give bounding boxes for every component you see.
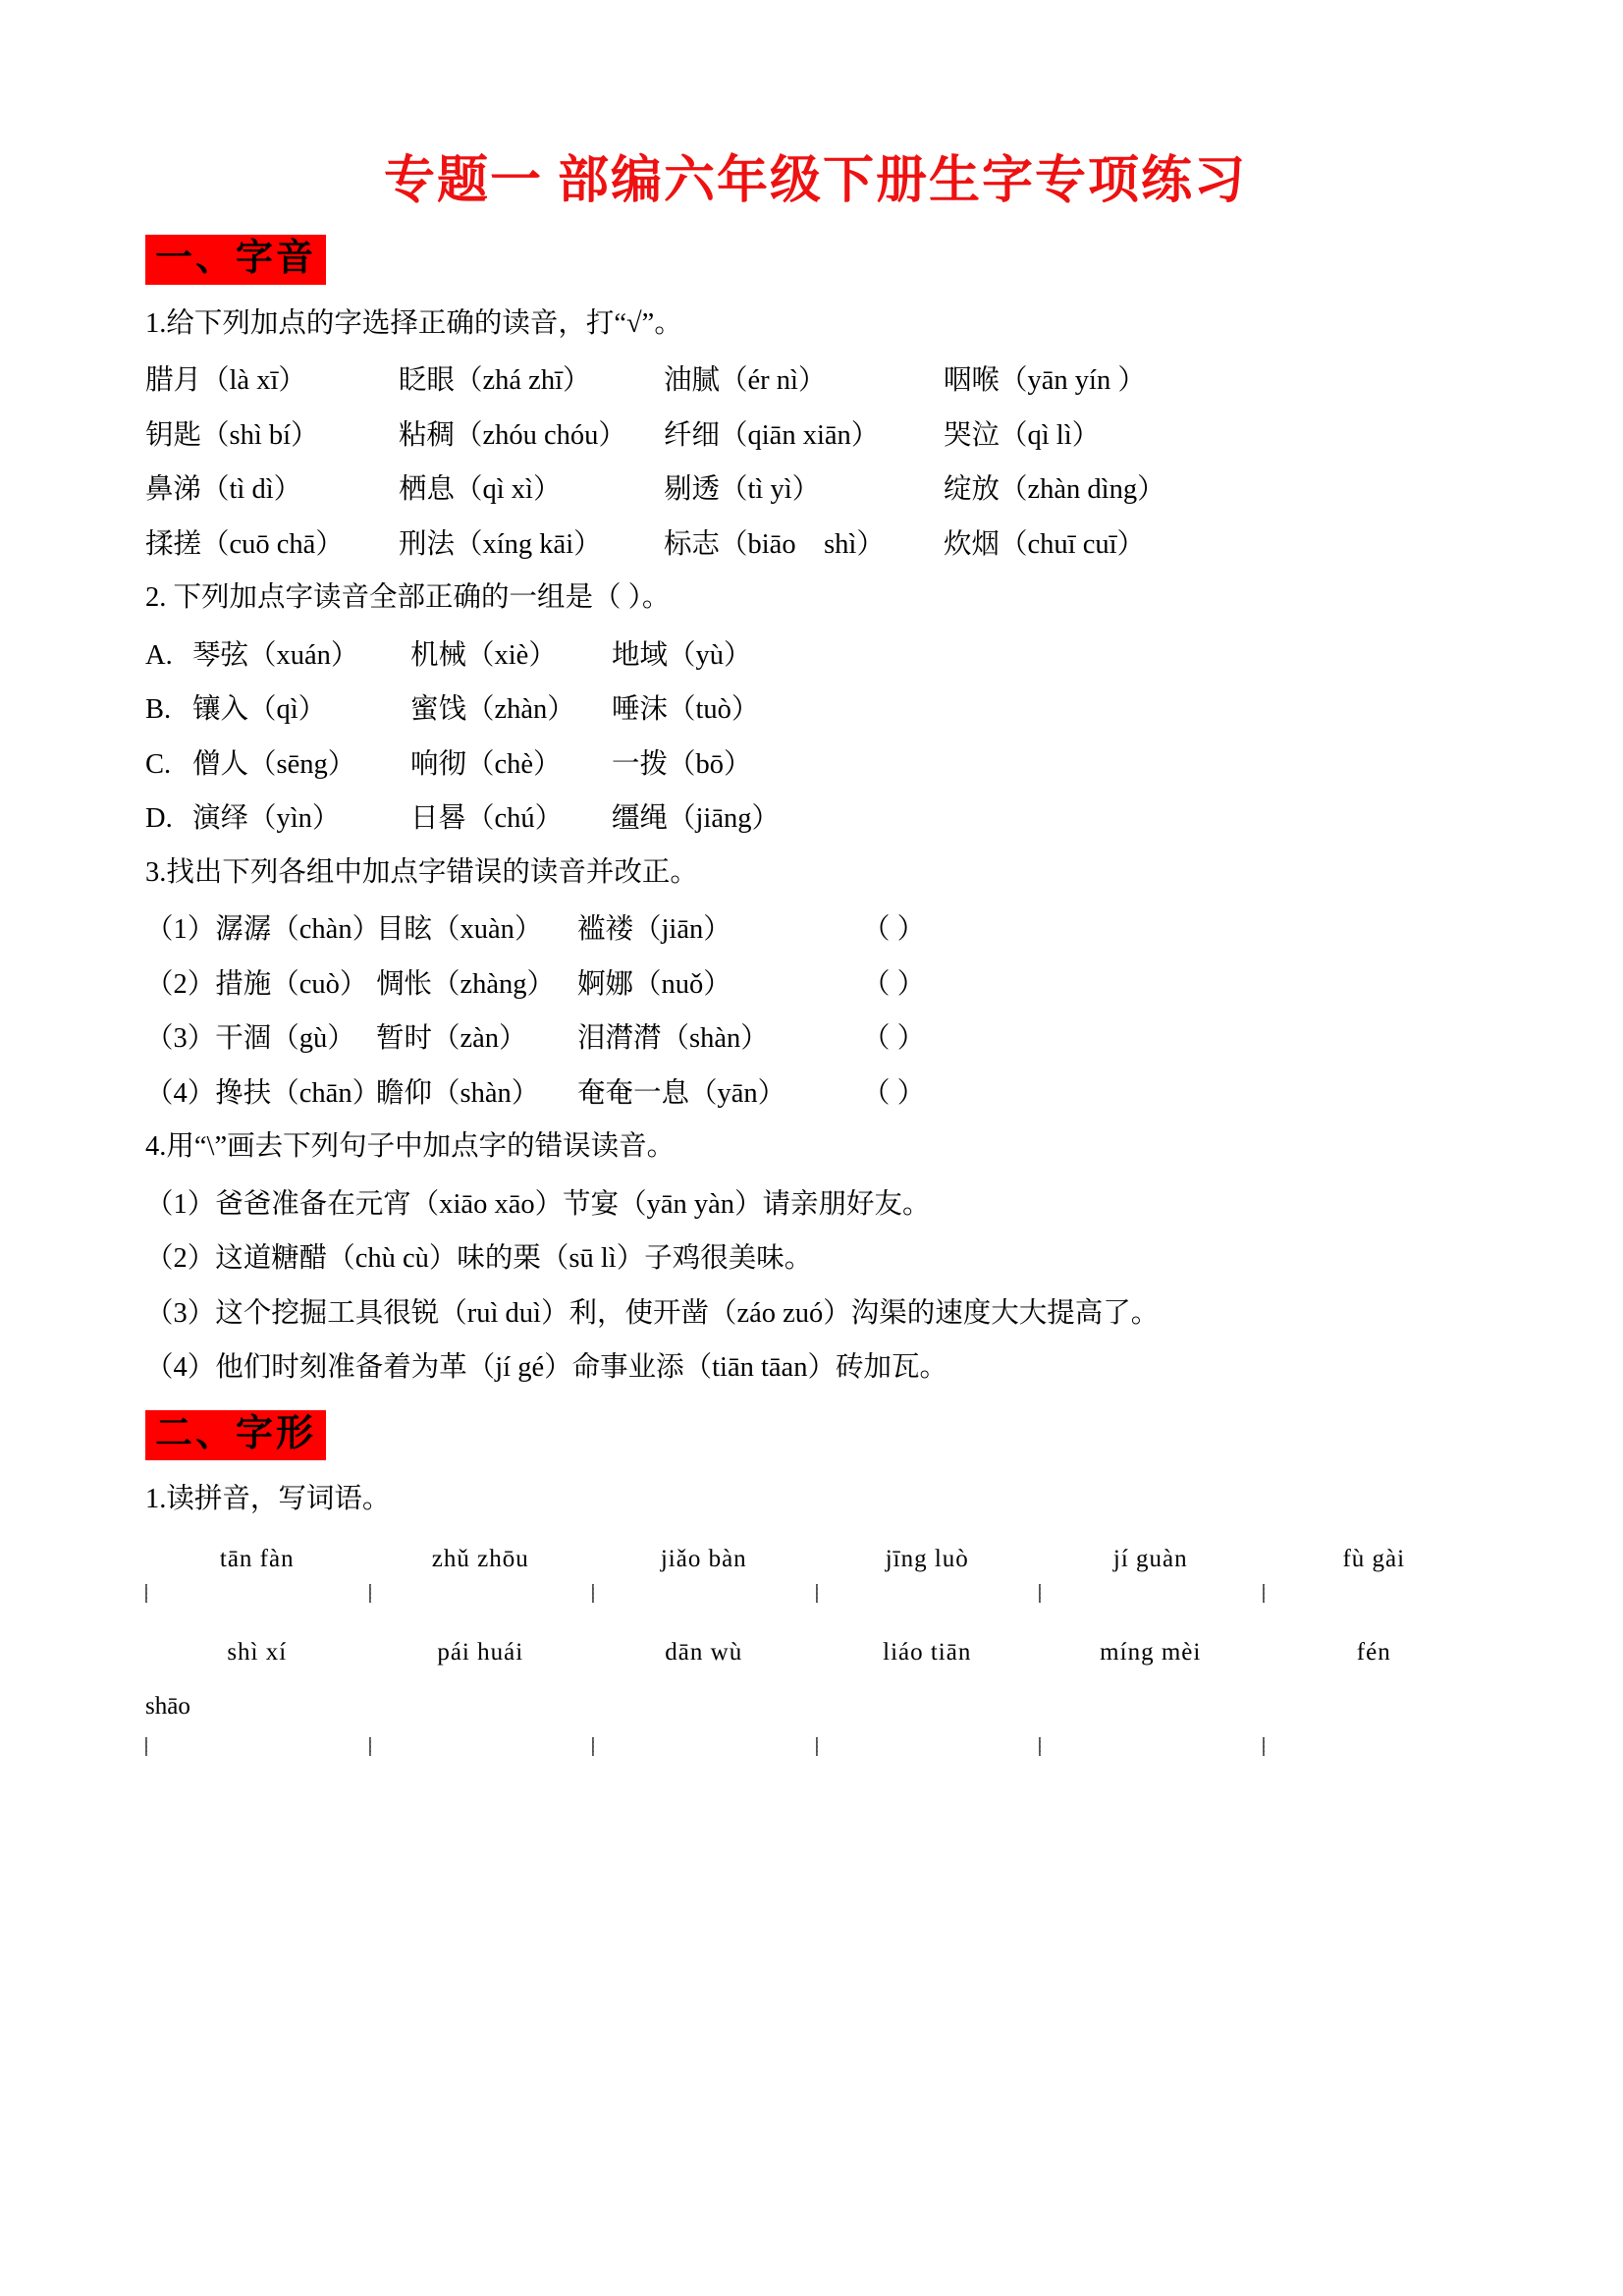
word-pinyin-item: 僧人（sēng） xyxy=(192,748,356,780)
pinyin-label: fù gài xyxy=(1342,1546,1406,1573)
writing-grid-cell[interactable] xyxy=(145,1585,369,1603)
writing-grid-cell[interactable] xyxy=(1263,1585,1487,1603)
writing-grid-cell[interactable] xyxy=(592,1585,816,1603)
question-2-option-a xyxy=(145,639,1486,671)
tian-zi-ge-box[interactable] xyxy=(592,1737,594,1756)
section-heading-zi-xing: 二、字形 xyxy=(145,1410,326,1460)
pinyin-label: zhǔ zhōu xyxy=(431,1546,529,1573)
section-heading-zi-xing-wrap xyxy=(145,1389,1486,1460)
item-number xyxy=(145,914,381,946)
word-pinyin-item: 唾沫（tuò） xyxy=(612,694,760,726)
question-4-sentence: （3）这个挖掘工具很锐（ruì duì）利，使开凿（záo zuó）沟渠的速度大大提高了。 xyxy=(145,1297,1160,1329)
pinyin-label: jí guàn xyxy=(1112,1546,1188,1573)
option-label: B. xyxy=(145,694,172,726)
writing-grid-cell[interactable] xyxy=(1263,1738,1487,1756)
word-pinyin-item: 眨眼（zhá zhī） xyxy=(399,365,591,397)
pinyin-row-2 xyxy=(145,1640,1486,1665)
tian-zi-ge-box[interactable] xyxy=(369,1584,371,1603)
word-pinyin-item: 纤细（qiān xiān） xyxy=(664,419,880,451)
word-pinyin-item: 瞻仰（shàn） xyxy=(376,1077,540,1109)
question-4-sentence: （4）他们时刻准备着为革（jí gé）命事业添（tiān tāan）砖加瓦。 xyxy=(145,1352,947,1384)
word-pinyin-item: 刑法（xíng kāi） xyxy=(399,528,602,560)
pinyin-label: míng mèi xyxy=(1100,1639,1202,1667)
question-1-prompt: 1.给下列加点的字选择正确的读音，打“√”。 xyxy=(145,307,682,339)
tian-zi-ge-box[interactable] xyxy=(145,1584,147,1603)
item-number-text: （1） xyxy=(145,914,216,946)
word-pinyin-item: 绽放（zhàn dìng） xyxy=(944,474,1165,506)
word-pinyin-item: 婀娜（nuǒ） xyxy=(577,968,731,1000)
word-pinyin-item: 日晷（chú） xyxy=(410,803,564,835)
writing-grid-cell[interactable] xyxy=(816,1585,1040,1603)
word-pinyin-item: 一拨（bō） xyxy=(612,748,752,780)
pinyin-row-1 xyxy=(145,1547,1486,1571)
word-pinyin-item: 揉搓（cuō chā） xyxy=(145,528,344,560)
pinyin-label: tān fàn xyxy=(219,1546,295,1573)
word-pinyin-item: 地域（yù） xyxy=(612,639,752,671)
tian-zi-ge-box[interactable] xyxy=(592,1584,594,1603)
pinyin-label: jiǎo bàn xyxy=(660,1546,747,1573)
writing-grid-cell[interactable] xyxy=(369,1585,593,1603)
tian-zi-ge-box[interactable] xyxy=(1039,1737,1041,1756)
word-pinyin-item: 目眩（xuàn） xyxy=(376,914,543,946)
item-number xyxy=(145,968,376,1000)
option-label: C. xyxy=(145,748,172,780)
pinyin-label: liáo tiān xyxy=(883,1639,972,1667)
question-3-row xyxy=(145,1077,1486,1109)
word-pinyin-item: 缰绳（jiāng） xyxy=(612,803,780,835)
item-number xyxy=(145,1025,376,1054)
question-1-row xyxy=(145,419,1486,451)
tian-zi-ge-box[interactable] xyxy=(1263,1737,1265,1756)
word-pinyin-item: 炊烟（chuī cuī） xyxy=(944,528,1146,560)
question-4-sentence: （1）爸爸准备在元宵（xiāo xāo）节宴（yān yàn）请亲朋好友。 xyxy=(145,1188,931,1220)
word-pinyin-item: 搀扶（chān） xyxy=(215,1077,381,1109)
question-2-prompt: 2. 下列加点字读音全部正确的一组是（ ）。 xyxy=(145,582,671,614)
pinyin-label: fén xyxy=(1356,1639,1391,1667)
tian-zi-ge-box[interactable] xyxy=(816,1737,818,1756)
question-3-row xyxy=(145,1025,1486,1054)
writing-grid-row-1 xyxy=(145,1585,1486,1603)
word-pinyin-item: 腊月（là xī） xyxy=(145,365,306,397)
section-2-question-1-prompt: 1.读拼音，写词语。 xyxy=(145,1483,391,1514)
writing-grid-cell[interactable] xyxy=(369,1738,593,1756)
answer-blank[interactable]: （ ） xyxy=(862,1077,926,1109)
question-3-prompt: 3.找出下列各组中加点字错误的读音并改正。 xyxy=(145,856,698,888)
word-pinyin-item: 措施（cuò） xyxy=(215,968,368,1000)
word-pinyin-item: 潺潺（chàn） xyxy=(215,914,381,946)
question-2-option-b xyxy=(145,696,1486,725)
answer-blank[interactable]: （ ） xyxy=(862,968,926,1000)
question-4-prompt: 4.用“\”画去下列句子中加点字的错误读音。 xyxy=(145,1131,676,1163)
word-pinyin-item: 油腻（ér nì） xyxy=(664,365,827,397)
question-3-row xyxy=(145,916,1486,945)
writing-grid-cell[interactable] xyxy=(145,1738,369,1756)
word-pinyin-item: 干涸（gù） xyxy=(215,1023,355,1055)
writing-grid-cell[interactable] xyxy=(816,1738,1040,1756)
question-1-row xyxy=(145,367,1486,396)
word-pinyin-item: 哭泣（qì lì） xyxy=(944,419,1101,451)
word-pinyin-item: 钥匙（shì bí） xyxy=(145,419,319,451)
option-label: A. xyxy=(145,639,173,671)
tian-zi-ge-box[interactable] xyxy=(1263,1584,1265,1603)
item-number xyxy=(145,1077,381,1109)
answer-blank[interactable]: （ ） xyxy=(862,1023,926,1055)
option-label: D. xyxy=(145,803,173,835)
section-heading-zi-yin: 一、字音 xyxy=(145,235,326,285)
answer-blank[interactable]: （ ） xyxy=(862,914,926,946)
tian-zi-ge-box[interactable] xyxy=(1039,1584,1041,1603)
question-1-row xyxy=(145,528,1486,560)
word-pinyin-item: 琴弦（xuán） xyxy=(192,639,359,671)
tian-zi-ge-box[interactable] xyxy=(145,1737,147,1756)
pinyin-continuation-label: shāo xyxy=(145,1693,190,1721)
tian-zi-ge-box[interactable] xyxy=(369,1737,371,1756)
question-2-option-d xyxy=(145,805,1486,834)
word-pinyin-item: 镶入（qì） xyxy=(192,694,327,726)
word-pinyin-item: 演绎（yìn） xyxy=(192,803,341,835)
writing-grid-cell[interactable] xyxy=(1039,1585,1263,1603)
word-pinyin-item: 惆怅（zhàng） xyxy=(376,968,556,1000)
writing-grid-row-2 xyxy=(145,1738,1486,1756)
section-heading-zi-yin-wrap xyxy=(145,213,1486,285)
word-pinyin-item: 褴褛（jiān） xyxy=(577,914,731,946)
word-pinyin-item: 奄奄一息（yān） xyxy=(577,1077,786,1109)
pinyin-label: pái huái xyxy=(437,1639,524,1667)
word-pinyin-item: 响彻（chè） xyxy=(410,748,562,780)
word-pinyin-item: 咽喉（yān yín ） xyxy=(944,365,1146,397)
item-number-text: （3） xyxy=(145,1023,216,1055)
question-4-sentence: （2）这道糖醋（chù cù）味的栗（sū lì）子鸡很美味。 xyxy=(145,1243,813,1275)
pinyin-label: jīng luò xyxy=(885,1546,969,1573)
word-pinyin-item: 鼻涕（tì dì） xyxy=(145,474,302,506)
item-number-text: （4） xyxy=(145,1077,216,1109)
page-title: 专题一 部编六年级下册生字专项练习 xyxy=(383,153,1247,209)
item-number-text: （2） xyxy=(145,968,216,1000)
question-2-option-c xyxy=(145,748,1486,780)
word-pinyin-item: 剔透（tì yì） xyxy=(664,474,821,506)
word-pinyin-item: 机械（xiè） xyxy=(410,639,557,671)
question-3-row xyxy=(145,968,1486,1000)
question-1-row xyxy=(145,476,1486,505)
word-pinyin-item: 泪潸潸（shàn） xyxy=(577,1023,769,1055)
tian-zi-ge-box[interactable] xyxy=(816,1584,818,1603)
writing-grid-cell[interactable] xyxy=(592,1738,816,1756)
pinyin-label: dān wù xyxy=(665,1639,743,1667)
word-pinyin-item: 粘稠（zhóu chóu） xyxy=(399,419,626,451)
word-pinyin-item: 栖息（qì xì） xyxy=(399,474,562,506)
word-pinyin-item: 暂时（zàn） xyxy=(376,1023,527,1055)
pinyin-label: shì xí xyxy=(227,1639,288,1667)
writing-grid-cell[interactable] xyxy=(1039,1738,1263,1756)
word-pinyin-item: 标志（biāo shì） xyxy=(664,528,885,560)
word-pinyin-item: 蜜饯（zhàn） xyxy=(410,694,575,726)
